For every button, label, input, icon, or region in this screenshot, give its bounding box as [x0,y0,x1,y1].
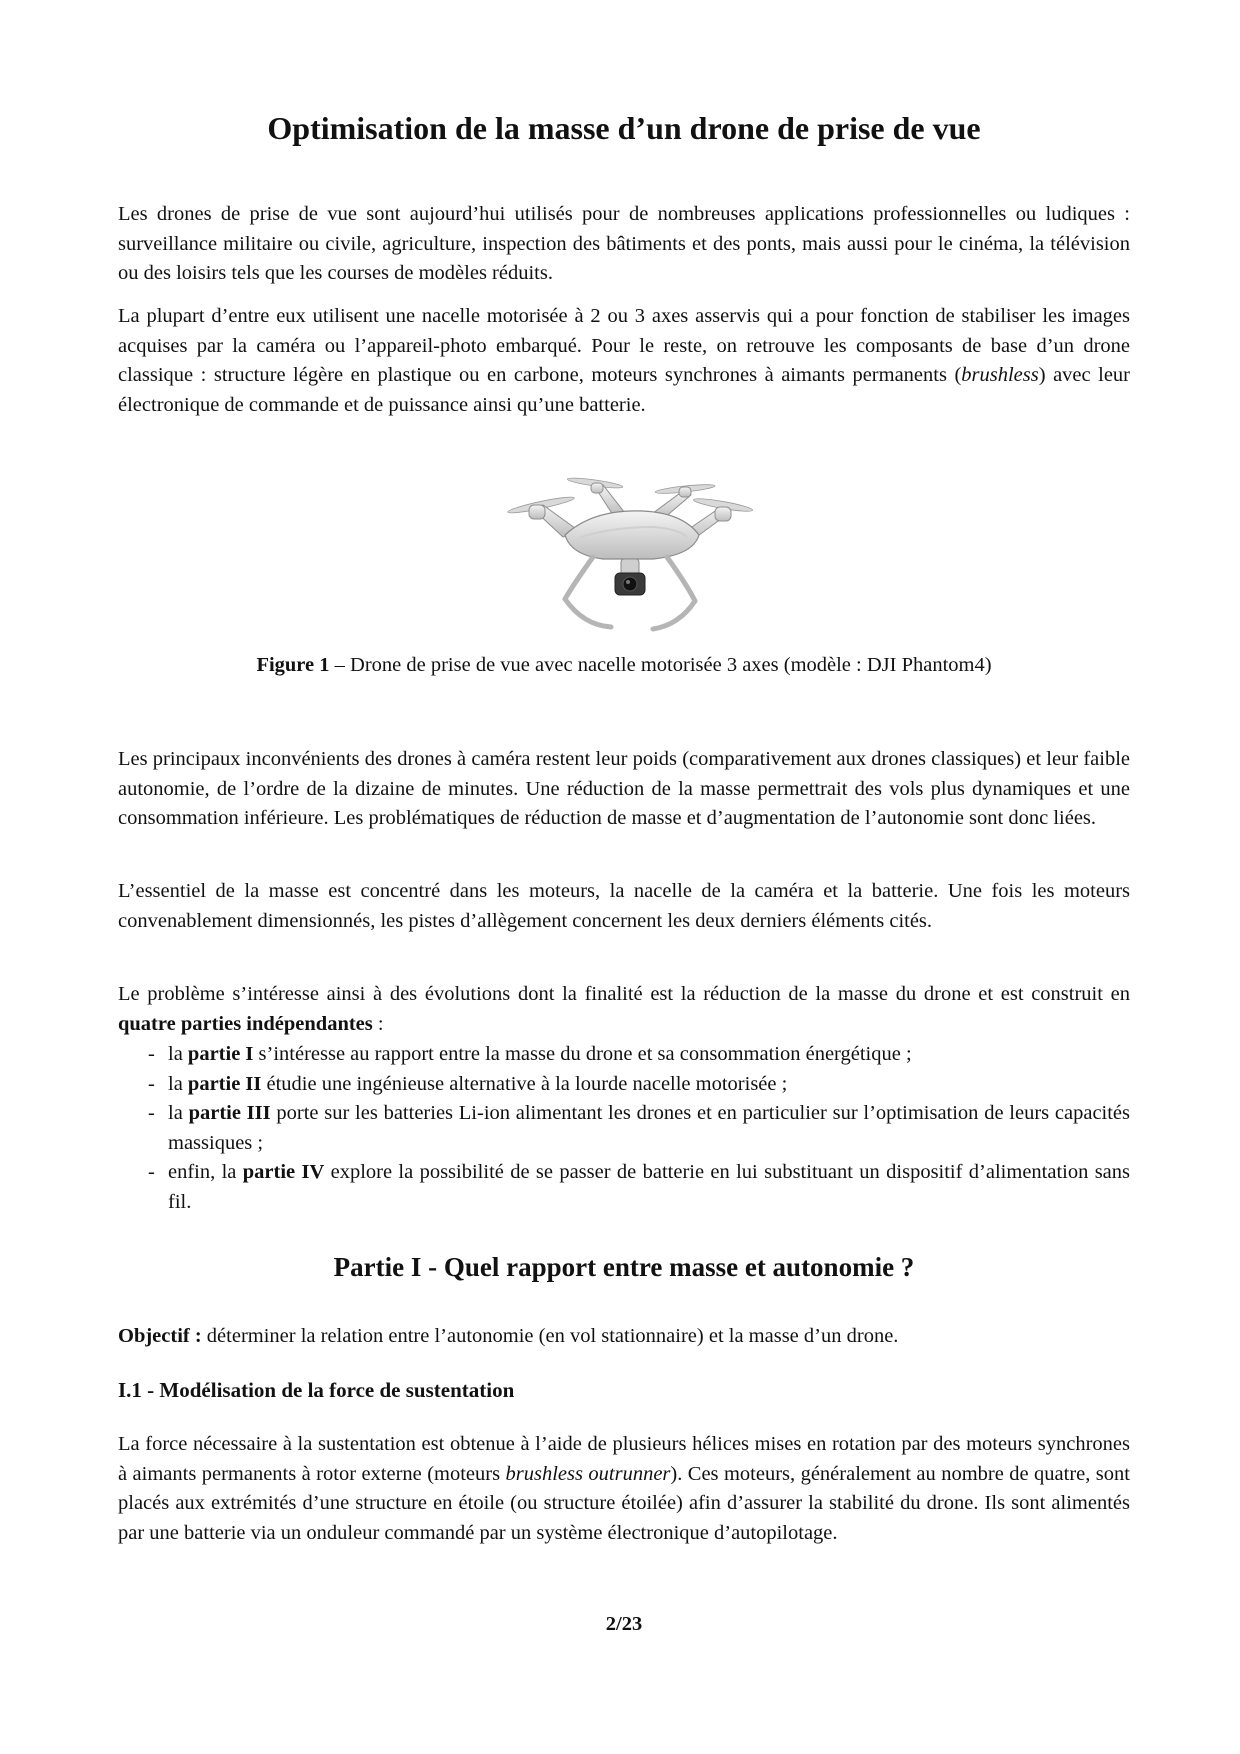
page-number: 2/23 [605,1613,643,1635]
list-item-pre: enfin, la [168,1161,243,1183]
brushless-outrunner-term: brushless outrunner [505,1462,671,1485]
list-item-pre: la [168,1072,188,1095]
intro-paragraph-1: Les drones de prise de vue sont aujourd’hui utilisés pour de nombreuses applications professionnelles ou ludiques : surveillance militaire ou civile, agriculture, inspection des bâtiments et des ponts, mais aussi pour le cinéma, la télévision ou des loisirs tels que les courses de modèles réduits. [118,203,1130,284]
intro-paragraph-2-text-a: La plupart d’entre eux utilisent une nacelle motorisée à 2 ou 3 axes asservis qui a pour fonction de stabiliser les images acquises par la caméra ou l’appareil-photo embarqué. Pour le reste, on retrouve les composants de base d’un drone classique : structure légère en plastique ou en carbone, moteurs synchrones à aimants permanents ( [118,305,1130,386]
list-item-text: porte sur les batteries Li-ion alimentant les drones et en particulier sur l’optimisation de leurs capacités massiques ; [168,1102,1131,1154]
list-item [148,1070,1130,1100]
body-paragraph-3-text-b: : [372,1012,384,1035]
list-item-part-name: partie II [187,1072,262,1095]
figure-separator: – [329,654,351,676]
list-item-part-name: partie III [188,1102,271,1124]
body-paragraph-1: Les principaux inconvénients des drones à caméra restent leur poids (comparativement aux drones classiques) et leur faible autonomie, de l’ordre de la dizaine de minutes. Une réduction de la masse permettrait des vols plus dynamiques et une consommation inférieure. Les problématiques de réduction de masse et d’augmentation de l’autonomie sont donc liées. [118,748,1130,829]
list-item [148,1040,1130,1070]
list-item-part-name: partie IV [242,1161,325,1183]
quatre-parties-emphasis: quatre parties indépendantes [118,1012,373,1035]
section-paragraph [118,1430,1130,1548]
document-title: Optimisation de la masse d’un drone de prise de vue [267,110,981,146]
body-paragraph-3-text-a: Le problème s’intéresse ainsi à des évolutions dont la finalité est la réduction de la masse du drone et est construit en [118,983,1130,1005]
list-item-part-name: partie I [187,1043,254,1065]
list-item-pre: la [168,1102,189,1124]
brushless-term: brushless [961,364,1039,386]
section-title: I.1 - Modélisation de la force de sustentation [118,1378,515,1402]
list-item-text: s’intéresse au rapport entre la masse du drone et sa consommation énergétique ; [253,1043,912,1065]
objective-label: Objectif : [118,1325,202,1347]
intro-paragraph-2-text-b: ) avec leur électronique de commande et de puissance ainsi qu’une batterie. [118,364,1130,416]
list-item-text: explore la possibilité de se passer de batterie en lui substituant un dispositif d’alimentation sans fil. [168,1161,1131,1213]
section-paragraph-text-b: ). Ces moteurs, généralement au nombre de quatre, sont placés aux extrémités d’une structure en étoile (ou structure étoilée) afin d’assurer la stabilité du drone. Ils sont alimentés par une batterie via un onduleur commandé par un système électronique d’autopilotage. [118,1462,1130,1544]
objective-text: déterminer la relation entre l’autonomie (en vol stationnaire) et la masse d’un drone. [201,1325,899,1347]
list-item [148,1099,1130,1158]
parts-list [148,1040,1130,1217]
drone-image [503,475,753,635]
figure-caption [118,651,1130,679]
list-item [148,1158,1130,1217]
body-paragraph-2: L’essentiel de la masse est concentré dans les moteurs, la nacelle de la caméra et la batterie. Une fois les moteurs convenablement dimensionnés, les pistes d’allègement concernent les deux derniers éléments cités. [118,880,1130,932]
part1-heading: Partie I - Quel rapport entre masse et autonomie ? [333,1252,915,1282]
body-paragraph-3 [118,980,1130,1039]
list-item-text: étudie une ingénieuse alternative à la lourde nacelle motorisée ; [261,1072,788,1095]
objective-line [118,1322,1130,1352]
figure-label: Figure 1 [256,654,330,676]
figure-caption-text: Drone de prise de vue avec nacelle motorisée 3 axes (modèle : DJI Phantom4) [350,654,992,676]
list-item-pre: la [168,1043,188,1065]
intro-paragraph-2 [118,302,1130,420]
section-paragraph-text-a: La force nécessaire à la sustentation est obtenue à l’aide de plusieurs hélices mises en rotation par des moteurs synchrones à aimants permanents à rotor externe (moteurs [118,1433,1130,1485]
